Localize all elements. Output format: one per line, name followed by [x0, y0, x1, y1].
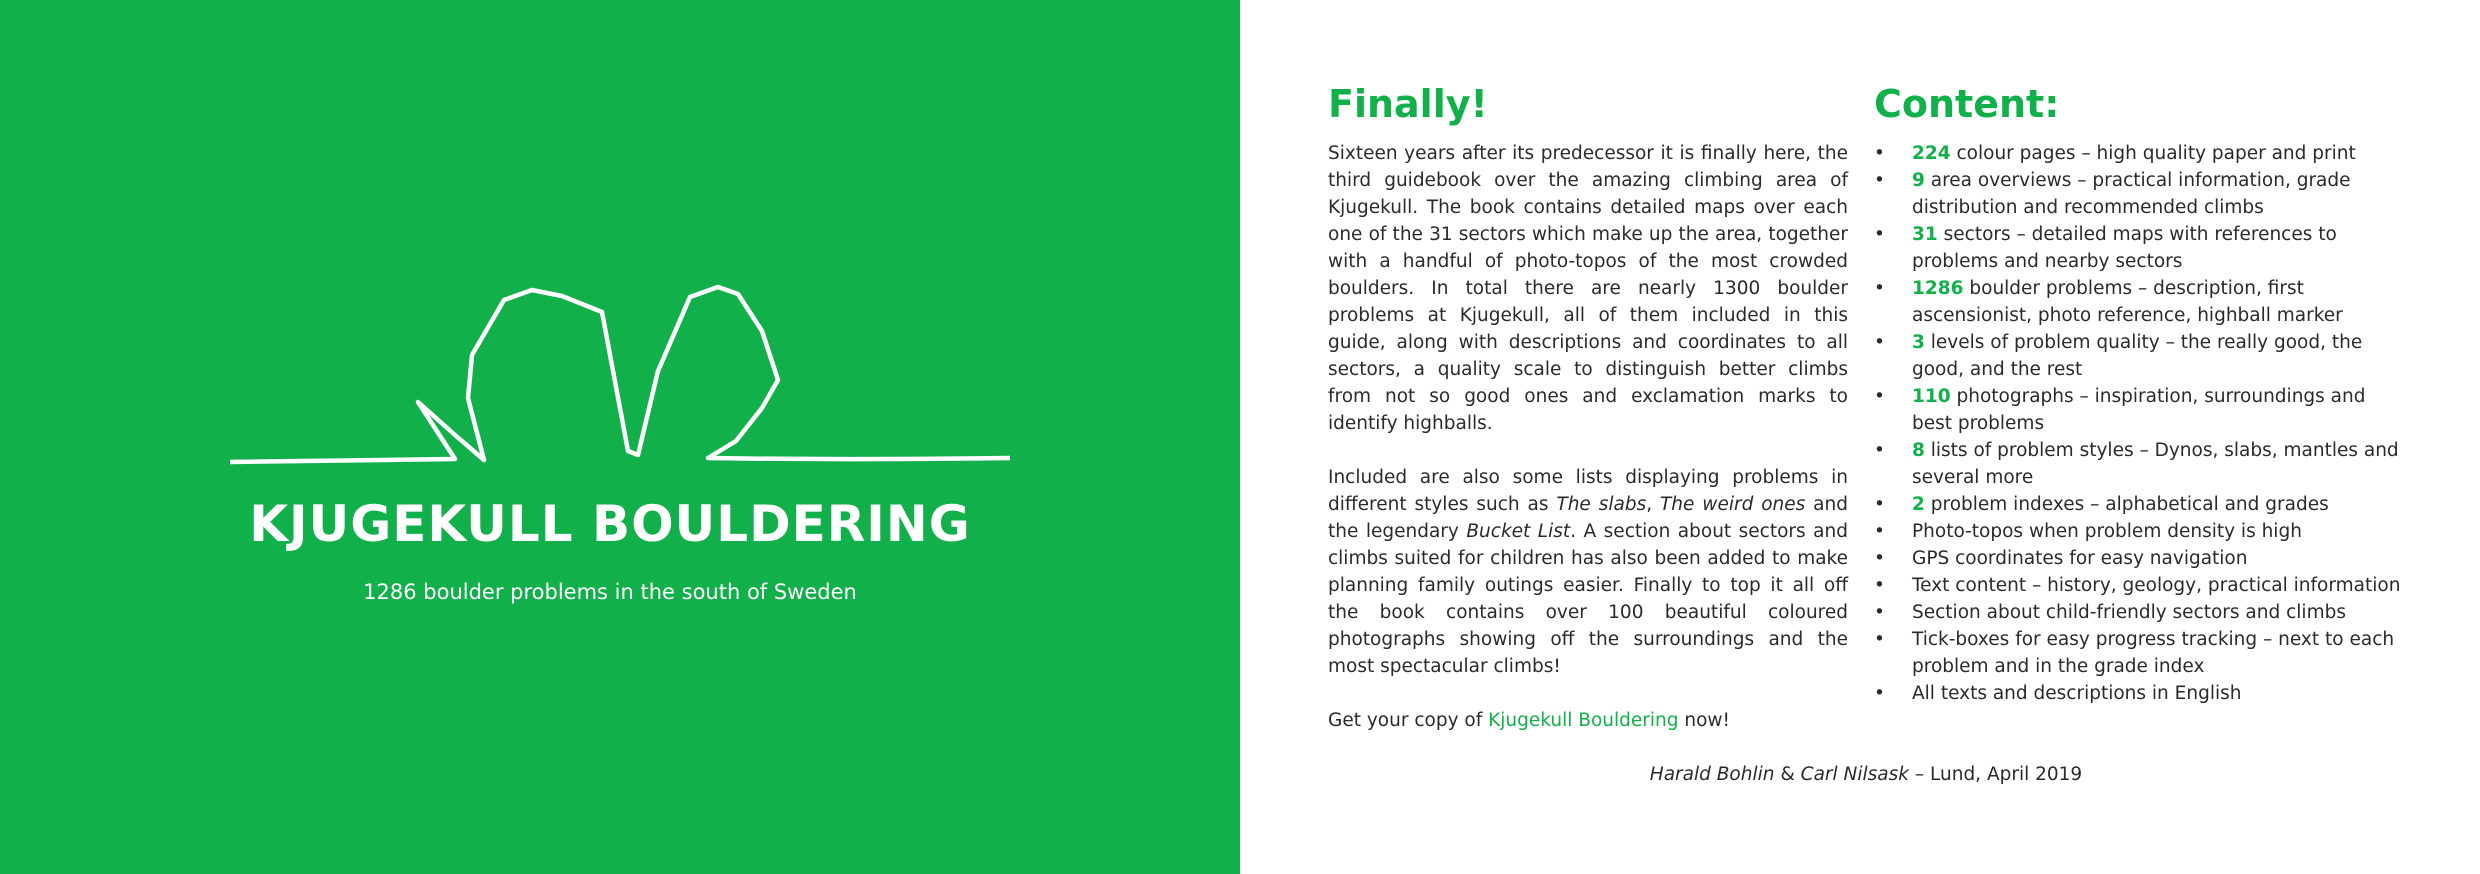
intro-heading: Finally! — [1328, 82, 1488, 126]
style-the-slabs: The slabs — [1556, 494, 1647, 515]
list-item: • GPS coordinates for easy navigation — [1874, 545, 2404, 572]
list-item: • 110 photographs – inspiration, surroundings and best problems — [1874, 383, 2404, 437]
list-item: • 3 levels of problem quality – the really good, the good, and the rest — [1874, 329, 2404, 383]
list-item: • Section about child-friendly sectors and climbs — [1874, 599, 2404, 626]
list-item: • Photo-topos when problem density is high — [1874, 518, 2404, 545]
boulders-outline-icon — [230, 240, 1010, 470]
list-item: • 9 area overviews – practical information, grade distribution and recommended climbs — [1874, 167, 2404, 221]
intro-text — [1328, 140, 1848, 761]
list-item: • 8 lists of problem styles – Dynos, slabs, mantles and several more — [1874, 437, 2404, 491]
content-list — [1874, 140, 2404, 707]
style-the-weird-ones: The weird ones — [1660, 494, 1806, 515]
author-2: Carl Nilsask — [1800, 764, 1909, 785]
intro-paragraph-1: Sixteen years after its predecessor it is finally here, the third guidebook over the amazing climbing area of Kjugekull. The book contains detailed maps over each one of the 31 sectors which make up the area, together with a handful of photo-topos of the most crowded boulders. In total there are nearly 1300 boulder problems at Kjugekull, all of them included in this guide, along with descriptions and coordinates to all sectors, a quality scale to distinguish better climbs from not so good ones and exclamation marks to identify highballs. — [1328, 143, 1848, 434]
style-bucket-list: Bucket List — [1466, 521, 1571, 542]
author-1: Harald Bohlin — [1649, 764, 1775, 785]
list-item: • Tick-boxes for easy progress tracking – next to each problem and in the grade index — [1874, 626, 2404, 680]
book-subtitle: 1286 boulder problems in the south of Sweden — [363, 580, 857, 604]
call-to-action: Get your copy of Kjugekull Bouldering now! — [1328, 710, 1730, 731]
book-name-highlight: Kjugekull Bouldering — [1488, 710, 1679, 731]
list-item: • Text content – history, geology, practical information — [1874, 572, 2404, 599]
intro-paragraph-2: Included are also some lists displaying problems in different styles such as The slabs, The weird ones and the legendary Bucket List. A section about sectors and climbs suited for children has also been added to make planning family outings easier. Finally to top it all off the book contains over 100 beautiful coloured photographs showing off the surroundings and the most spectacular climbs! — [1328, 467, 1848, 677]
list-item: • 2 problem indexes – alphabetical and grades — [1874, 491, 2404, 518]
back-cover-panel — [1240, 0, 2480, 874]
list-item: • All texts and descriptions in English — [1874, 680, 2404, 707]
list-item: • 224 colour pages – high quality paper and print — [1874, 140, 2404, 167]
signature: Harald Bohlin & Carl Nilsask – Lund, April 2019 — [1649, 764, 2083, 785]
list-item: • 1286 boulder problems – description, first ascensionist, photo reference, highball marker — [1874, 275, 2404, 329]
content-heading: Content: — [1874, 82, 2060, 126]
book-title: KJUGEKULL BOULDERING — [249, 495, 971, 553]
list-item: • 31 sectors – detailed maps with references to problems and nearby sectors — [1874, 221, 2404, 275]
